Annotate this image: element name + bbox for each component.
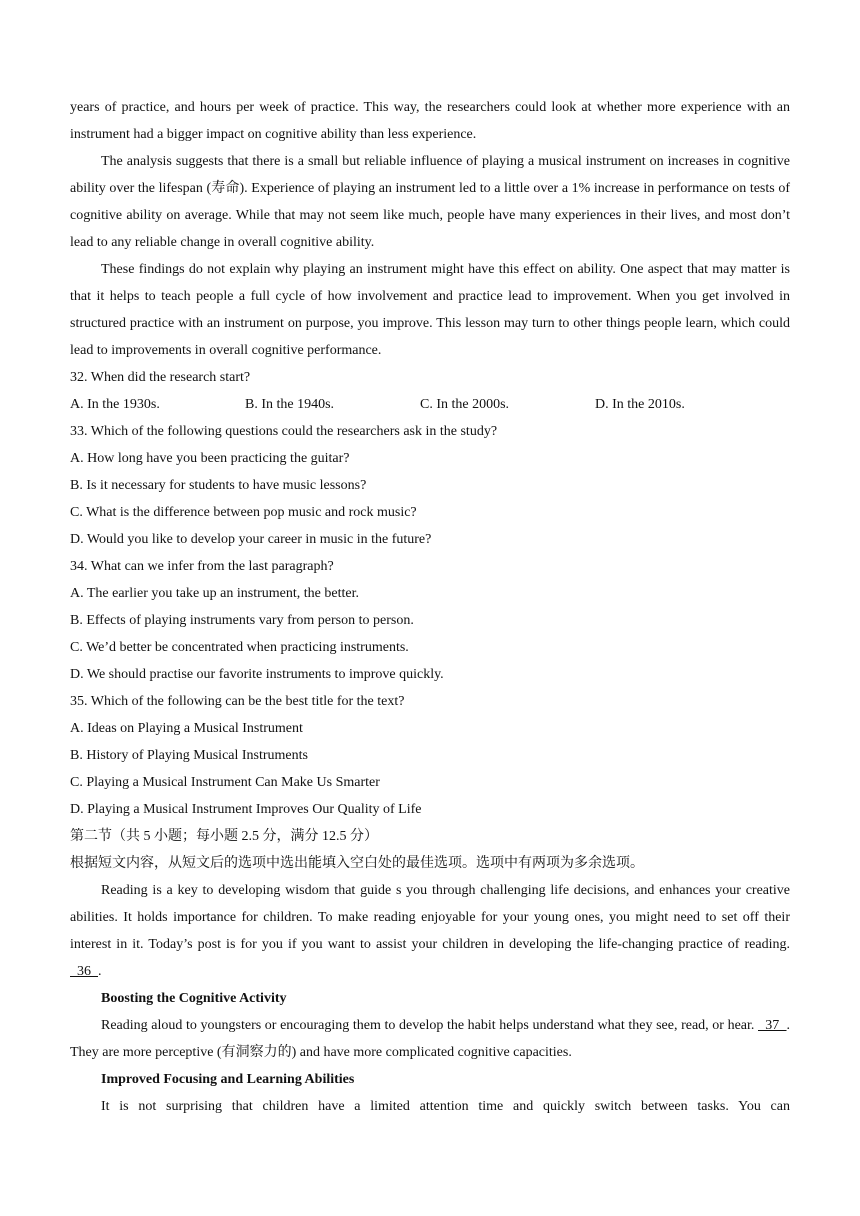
option-a[interactable]: A. Ideas on Playing a Musical Instrument <box>70 721 303 736</box>
paragraph-analysis: The analysis suggests that there is a small but reliable influence of playing a musical instrument on increases in cognitive ability over the lifespan (寿命). Experience of playing an instrument led to a little over a 1% increase in performance on tests of cognitive ability on average. While that may not seem like much, people have many experiences in their lives, and most don’t lead to any reliable change in overall cognitive ability. <box>70 154 790 250</box>
paragraph-end: . They are more perceptive (有洞察力的) and have more complicated cognitive capacities. <box>70 1018 790 1060</box>
option-c[interactable]: C. In the 2000s. <box>420 397 510 412</box>
question-34 <box>70 553 790 688</box>
paragraph-findings: These findings do not explain why playing an instrument might have this effect on ability. One aspect that may matter is that it helps to teach people a full cycle of how involvement and practice lead to improvement. When you get involved in structured practice with an instrument on purpose, you improve. This lesson may turn to other things people learn, which could lead to improvements in overall cognitive performance. <box>70 262 790 358</box>
option-d[interactable]: D. In the 2010s. <box>595 397 685 412</box>
document-page <box>70 94 790 1120</box>
passage-paragraph-cognitive <box>70 1012 790 1066</box>
option-d[interactable]: D. Would you like to develop your career in music in the future? <box>70 532 432 547</box>
option-c[interactable]: C. What is the difference between pop music and rock music? <box>70 505 417 520</box>
section-instruction: 根据短文内容，从短文后的选项中选出能填入空白处的最佳选项。选项中有两项为多余选项。 <box>70 856 644 871</box>
option-a[interactable]: A. In the 1930s. <box>70 397 160 412</box>
option-b[interactable]: B. In the 1940s. <box>245 397 335 412</box>
section-heading: 第二节（共 5 小题；每小题 2.5 分，满分 12.5 分） <box>70 829 378 844</box>
option-a[interactable]: A. How long have you been practicing the guitar? <box>70 451 350 466</box>
option-b[interactable]: B. History of Playing Musical Instruments <box>70 748 308 763</box>
option-b[interactable]: B. Is it necessary for students to have music lessons? <box>70 478 367 493</box>
paragraph-end: . <box>98 964 102 979</box>
subheading-focusing: Improved Focusing and Learning Abilities <box>101 1072 355 1087</box>
subheading-cognitive-activity: Boosting the Cognitive Activity <box>101 991 287 1006</box>
question-35 <box>70 688 790 823</box>
passage-paragraph-intro <box>70 877 790 985</box>
question-35-stem: 35. Which of the following can be the best title for the text? <box>70 694 405 709</box>
question-33 <box>70 418 790 553</box>
option-b[interactable]: B. Effects of playing instruments vary from person to person. <box>70 613 414 628</box>
option-c[interactable]: C. We’d better be concentrated when practicing instruments. <box>70 640 409 655</box>
blank-37[interactable]: 37 <box>758 1018 787 1033</box>
blank-36[interactable]: 36 <box>70 964 98 979</box>
question-32 <box>70 364 790 418</box>
option-c[interactable]: C. Playing a Musical Instrument Can Make Us Smarter <box>70 775 380 790</box>
option-d[interactable]: D. Playing a Musical Instrument Improves Our Quality of Life <box>70 802 422 817</box>
option-a[interactable]: A. The earlier you take up an instrument, the better. <box>70 586 359 601</box>
option-d[interactable]: D. We should practise our favorite instruments to improve quickly. <box>70 667 444 682</box>
question-33-stem: 33. Which of the following questions could the researchers ask in the study? <box>70 424 498 439</box>
question-34-stem: 34. What can we infer from the last paragraph? <box>70 559 334 574</box>
question-32-options <box>70 391 790 418</box>
question-32-stem: 32. When did the research start? <box>70 370 251 385</box>
paragraph-text: Reading aloud to youngsters or encouraging them to develop the habit helps understand what they see, read, or hear. <box>101 1018 759 1033</box>
paragraph-continuation: years of practice, and hours per week of practice. This way, the researchers could look at whether more experience with an instrument had a bigger impact on cognitive ability than less experience. <box>70 100 790 142</box>
passage-paragraph-focusing: It is not surprising that children have a limited attention time and quickly switch between tasks. You can <box>101 1099 790 1114</box>
paragraph-text: Reading is a key to developing wisdom that guide s you through challenging life decisions, and enhances your creative abilities. It holds importance for children. To make reading enjoyable for your young ones, you might need to set off their interest in it. Today’s post is for you if you want to assist your children in developing the life-changing practice of reading. <box>70 883 790 952</box>
